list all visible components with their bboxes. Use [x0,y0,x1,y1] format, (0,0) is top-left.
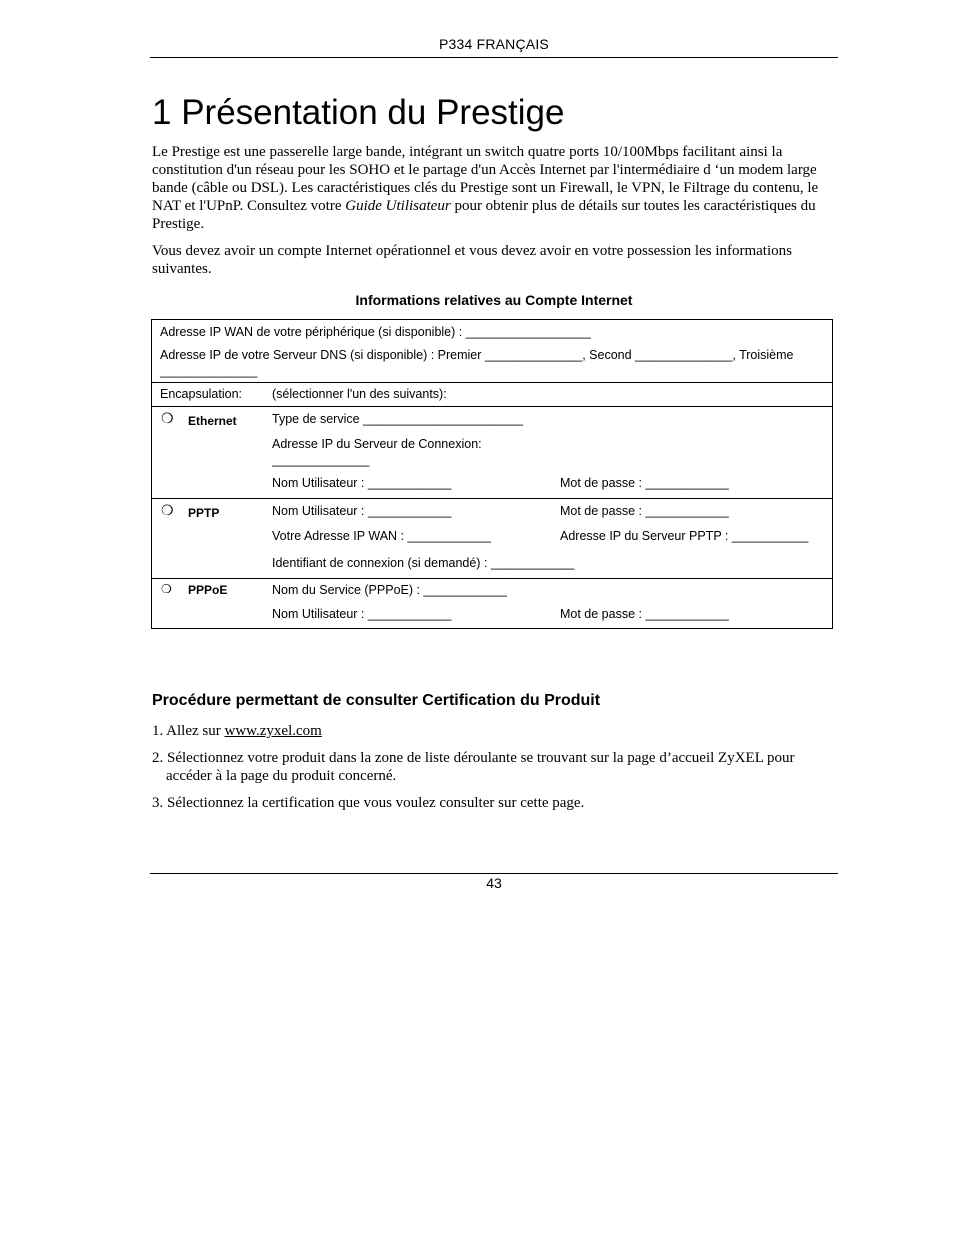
pptp-username: Nom Utilisateur : ____________ [272,504,452,518]
internet-account-table [151,319,833,629]
list-item [152,749,836,785]
table-section-encapsulation [152,382,832,406]
step-2-text: 2. Sélectionnez votre produit dans la zone de liste déroulante se trouvant sur la page d’accueil ZyXEL pour [152,750,795,766]
ethernet-label: Ethernet [188,414,237,428]
ethernet-login-server: Adresse IP du Serveur de Connexion: [272,437,482,451]
pptp-server-ip: Adresse IP du Serveur PPTP : ___________ [560,529,809,543]
step-2-text-continued: accéder à la page du produit concerné. [166,768,397,784]
section-heading: Procédure permettant de consulter Certification du Produit [152,692,601,709]
procedure-steps [152,722,836,821]
step-1-text: 1. Allez sur [152,723,225,739]
table-caption: Informations relatives au Compte Internet [355,292,633,308]
radio-circle-icon: ❍ [161,502,174,518]
page-number: 43 [486,875,502,891]
radio-circle-icon: ❍ [161,410,174,426]
pppoe-password: Mot de passe : ____________ [560,607,729,621]
pptp-password: Mot de passe : ____________ [560,504,729,518]
header-rule [150,57,838,58]
pppoe-service-name: Nom du Service (PPPoE) : ____________ [272,583,507,597]
pptp-connection-id: Identifiant de connexion (si demandé) : ____________ [272,556,575,570]
encapsulation-hint: (sélectionner l'un des suivants): [272,387,447,401]
pptp-label: PPTP [188,506,220,520]
ethernet-password: Mot de passe : ____________ [560,476,729,490]
ethernet-service-type: Type de service _______________________ [272,412,523,426]
wan-ip-field: Adresse IP WAN de votre périphérique (si disponible) : __________________ [160,325,591,339]
radio-circle-icon: ❍ [161,582,172,596]
table-section-pppoe [152,578,832,628]
table-section-ip [152,320,832,382]
list-item [152,794,836,812]
pppoe-label: PPPoE [188,583,228,597]
zyxel-website-link[interactable]: www.zyxel.com [224,723,322,739]
encapsulation-label: Encapsulation: [160,387,243,401]
ethernet-login-server-blank: ______________ [272,453,370,467]
chapter-title: 1 Présentation du Prestige [152,93,565,132]
requirements-paragraph: Vous devez avoir un compte Internet opérationnel et vous devez avoir en votre possession les informations suivantes. [152,243,792,277]
list-item [152,722,836,740]
guide-title-italic: Guide Utilisateur [345,198,451,214]
footer-rule [150,873,838,874]
intro-text-start: Le Prestige est une passerelle large bande, intégrant un switch quatre ports 10/100Mbps facilitant ainsi la constitution d'un réseau pour les SOHO et le partage d'un Accès Internet par l'intermédiaire d ‘un modem large bande (câble ou DSL). Les caractéristiques clés du Prestige sont un Firewall, le VPN, le Filtrage du contenu, le NAT et l'UPnP. Consultez votre [152,144,819,214]
intro-paragraph [152,143,836,233]
table-section-pptp [152,498,832,578]
step-3-text: 3. Sélectionnez la certification que vous voulez consulter sur cette page. [152,795,585,811]
dns-ip-field-continued: ______________ [160,364,258,378]
ethernet-username: Nom Utilisateur : ____________ [272,476,452,490]
intro-text-end: pour obtenir plus de détails sur toutes les caractéristiques du Prestige. [152,198,816,232]
table-section-ethernet [152,406,832,498]
pptp-wan-ip: Votre Adresse IP WAN : ____________ [272,529,491,543]
running-header: P334 FRANÇAIS [439,36,549,52]
pppoe-username: Nom Utilisateur : ____________ [272,607,452,621]
dns-ip-field: Adresse IP de votre Serveur DNS (si disponible) : Premier ______________, Second ______________, Troisième [160,348,794,362]
